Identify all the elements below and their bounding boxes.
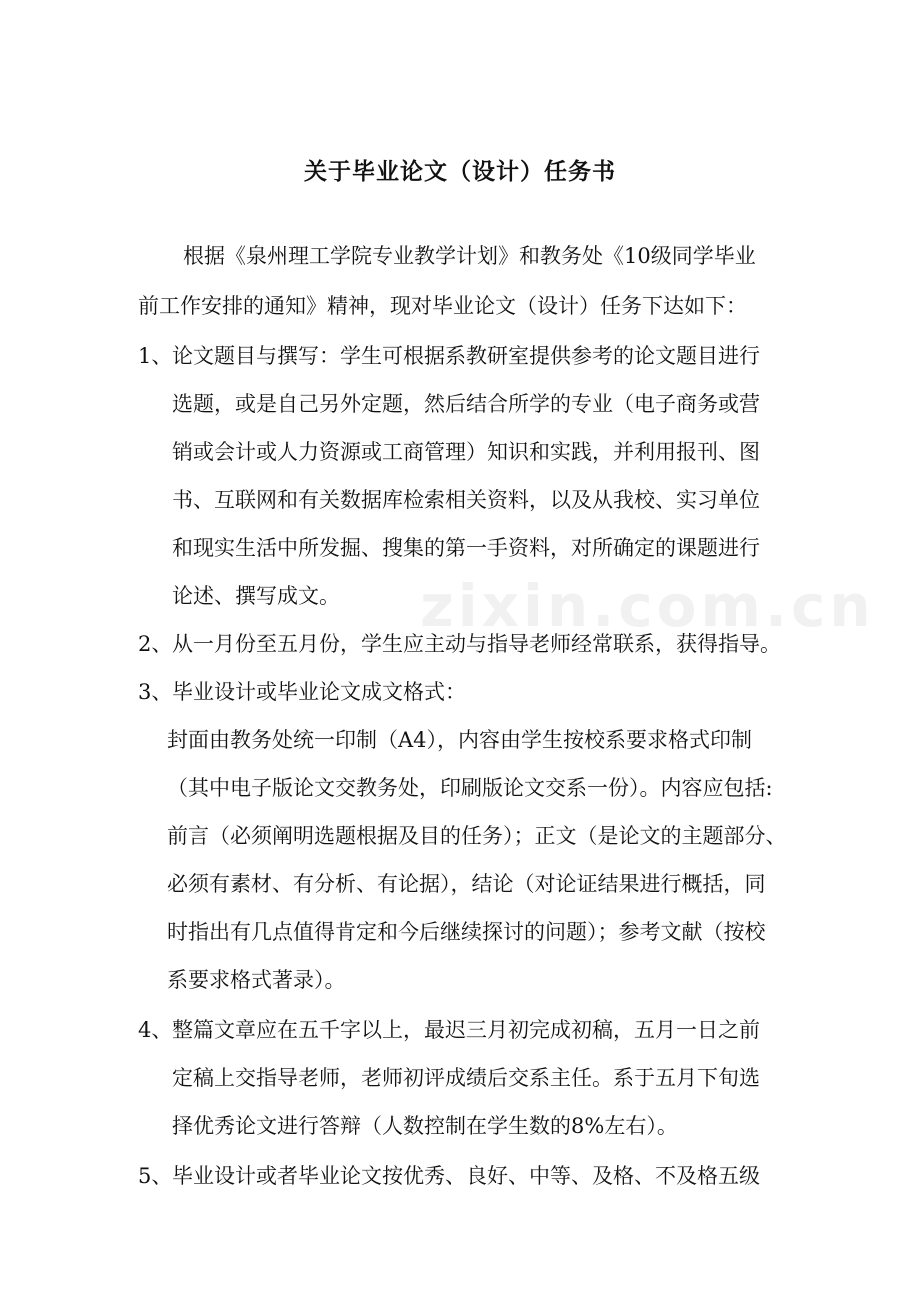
item-line: 封面由教务处统一印制（A4），内容由学生按校系要求格式印制 <box>167 728 753 752</box>
item-number: 2、 <box>138 632 173 656</box>
item-line: 销或会计或人力资源或工商管理）知识和实践，并利用报刊、图 <box>172 440 760 464</box>
intro-line: 前工作安排的通知》精神，现对毕业论文（设计）任务下达如下： <box>138 294 747 318</box>
item-line: 和现实生活中所发掘、搜集的第一手资料，对所确定的课题进行 <box>172 536 760 560</box>
item-line: 论述、撰写成文。 <box>172 584 340 608</box>
item-number: 1、 <box>138 344 173 368</box>
item-number: 4、 <box>138 1018 173 1042</box>
watermark-text: zixin.com.cn <box>420 572 875 640</box>
item-line: 整篇文章应在五千字以上，最迟三月初完成初稿，五月一日之前 <box>172 1018 760 1042</box>
item-line: （其中电子版论文交教务处，印刷版论文交系一份）。内容应包括: <box>167 776 773 800</box>
item-line: 选题，或是自己另外定题，然后结合所学的专业（电子商务或营 <box>172 392 760 416</box>
item-line: 从一月份至五月份，学生应主动与指导老师经常联系，获得指导。 <box>172 632 781 656</box>
item-line: 论文题目与撰写：学生可根据系教研室提供参考的论文题目进行 <box>172 344 760 368</box>
intro-line: 根据《泉州理工学院专业教学计划》和教务处《10级同学毕业 <box>183 244 756 268</box>
item-line: 时指出有几点值得肯定和今后继续探讨的问题）；参考文献（按校 <box>167 920 766 944</box>
item-line: 必须有素材、有分析、有论据），结论（对论证结果进行概括，同 <box>167 872 766 896</box>
item-line: 系要求格式著录）。 <box>167 968 346 992</box>
item-line: 择优秀论文进行答辩（人数控制在学生数的8%左右）。 <box>172 1114 678 1138</box>
item-line: 定稿上交指导老师，老师初评成绩后交系主任。系于五月下旬选 <box>172 1066 760 1090</box>
item-line: 书、互联网和有关数据库检索相关资料，以及从我校、实习单位 <box>172 488 760 512</box>
item-number: 5、 <box>138 1164 173 1188</box>
item-number: 3、 <box>138 680 173 704</box>
item-line: 前言（必须阐明选题根据及目的任务）；正文（是论文的主题部分、 <box>167 824 787 848</box>
item-line: 毕业设计或者毕业论文按优秀、良好、中等、及格、不及格五级 <box>172 1164 760 1188</box>
item-line: 毕业设计或毕业论文成文格式： <box>172 680 466 704</box>
document-title: 关于毕业论文（设计）任务书 <box>304 158 616 185</box>
